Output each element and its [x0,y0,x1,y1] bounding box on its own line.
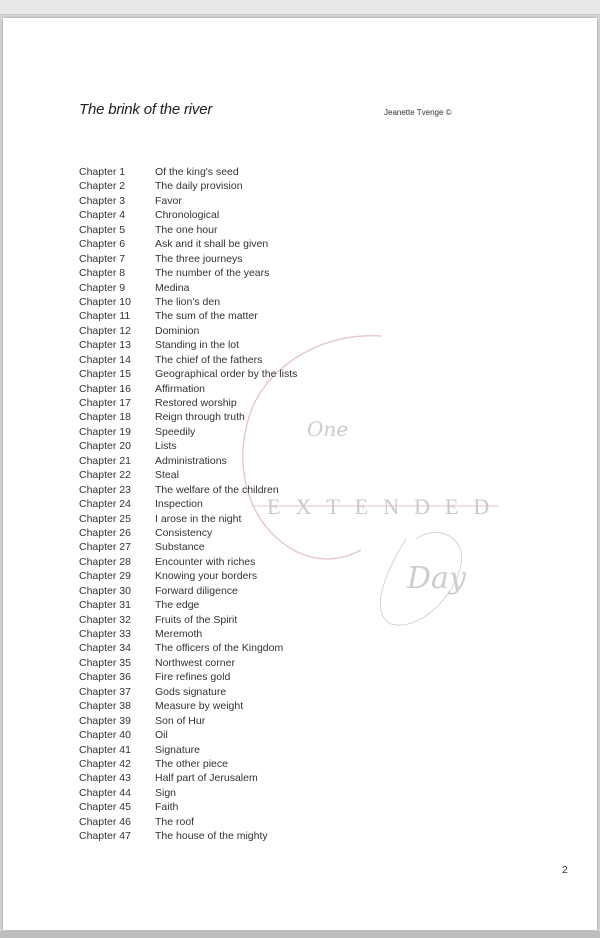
toc-row [79,771,297,785]
chapter-label: Chapter 9 [79,281,126,294]
chapter-label: Chapter 37 [79,685,131,698]
chapter-title: I arose in the night [155,512,242,525]
chapter-label: Chapter 39 [79,714,131,727]
chapter-title: Measure by weight [155,700,244,713]
chapter-label: Chapter 32 [79,613,131,626]
toc-row [79,800,297,814]
viewer-bottom-bar [0,931,600,938]
toc-row [79,555,297,569]
chapter-title: Affirmation [155,382,205,395]
toc-row [79,324,297,338]
chapter-title: Substance [155,541,205,554]
chapter-title: Inspection [155,498,203,511]
toc-row [79,743,297,757]
chapter-title: The daily provision [155,180,243,193]
chapter-title: Steal [155,469,179,482]
chapter-label: Chapter 10 [79,295,131,308]
chapter-label: Chapter 17 [79,397,131,409]
toc-row [79,179,297,193]
chapter-title: Speedily [155,425,196,438]
viewer-top-bar [0,0,600,15]
chapter-title: The number of the years [155,267,270,280]
chapter-title: The house of the mighty [155,830,268,843]
chapter-label: Chapter 14 [79,353,131,366]
toc-row [79,685,297,699]
toc-row [79,439,297,453]
chapter-title: Forward diligence [155,584,238,597]
toc-row [79,266,297,280]
toc-row [79,425,297,439]
toc-row [79,670,297,684]
toc-row [79,396,297,410]
chapter-label: Chapter 28 [79,555,131,568]
chapter-label: Chapter 23 [79,483,131,496]
chapter-label: Chapter 36 [79,671,131,684]
chapter-label: Chapter 30 [79,584,131,597]
document-page [3,18,597,930]
chapter-label: Chapter 4 [79,209,126,222]
chapter-label: Chapter 1 [79,166,126,178]
chapter-label: Chapter 15 [79,368,131,381]
chapter-label: Chapter 13 [79,339,131,352]
page-number: 2 [562,864,568,876]
chapter-title: The welfare of the children [155,483,279,496]
toc-row [79,569,297,583]
chapter-label: Chapter 11 [79,310,131,323]
chapter-title: Fire refines gold [155,671,231,684]
chapter-title: Half part of Jerusalem [155,772,258,785]
author-credit: Jeanette Tvenge © [384,108,452,117]
chapter-title: Son of Hur [155,714,206,727]
chapter-title: Sign [155,786,177,799]
toc-row [79,252,297,266]
toc-row [79,223,297,237]
toc-row [79,281,297,295]
toc-row [79,540,297,554]
chapter-label: Chapter 2 [79,180,126,193]
chapter-label: Chapter 21 [79,454,131,467]
toc-row [79,468,297,482]
toc-row [79,598,297,612]
chapter-label: Chapter 46 [79,815,131,828]
chapter-title: Northwest corner [155,656,235,669]
toc-row [79,526,297,540]
toc-row [79,815,297,829]
toc-row [79,367,297,381]
toc-row [79,512,297,526]
toc-row [79,699,297,713]
chapter-label: Chapter 33 [79,628,131,640]
chapter-title: The one hour [155,223,218,236]
toc-row [79,641,297,655]
toc-row [79,410,297,424]
toc-row [79,483,297,497]
chapter-title: Oil [155,729,168,742]
chapter-label: Chapter 25 [79,512,131,525]
chapter-title: Restored worship [155,397,237,409]
toc-row [79,382,297,396]
chapter-label: Chapter 47 [79,830,131,843]
chapter-title: The edge [155,599,200,612]
chapter-label: Chapter 18 [79,411,131,424]
toc-row [79,353,297,367]
chapter-label: Chapter 8 [79,267,126,280]
chapter-label: Chapter 43 [79,772,131,785]
watermark-extended-text: EXTENDED [267,494,505,519]
toc-row [79,786,297,800]
chapter-label: Chapter 45 [79,801,131,814]
chapter-label: Chapter 27 [79,541,131,554]
toc-row [79,656,297,670]
chapter-label: Chapter 29 [79,570,131,583]
chapter-title: Standing in the lot [155,339,240,352]
chapter-title: Of the king's seed [155,166,239,178]
toc-row [79,237,297,251]
toc-row [79,165,297,179]
chapter-title: The lion's den [155,295,221,308]
chapter-label: Chapter 5 [79,223,126,236]
chapter-label: Chapter 38 [79,700,131,713]
chapter-label: Chapter 24 [79,498,131,511]
chapter-label: Chapter 42 [79,757,131,770]
toc-row [79,309,297,323]
chapter-label: Chapter 35 [79,656,131,669]
chapter-label: Chapter 20 [79,440,131,453]
toc-row [79,728,297,742]
toc-row [79,714,297,728]
watermark-one-text: One [307,417,349,441]
document-title: The brink of the river [79,101,213,118]
toc-row [79,208,297,222]
chapter-title: Medina [155,281,190,294]
toc-row [79,338,297,352]
toc-row [79,829,297,843]
toc-row [79,194,297,208]
chapter-title: Consistency [155,526,213,539]
chapter-title: Gods signature [155,685,227,698]
watermark-day-text: Day [407,561,466,596]
chapter-label: Chapter 16 [79,382,131,395]
toc-row [79,627,297,641]
chapter-label: Chapter 44 [79,786,131,799]
toc-row [79,584,297,598]
toc-row [79,613,297,627]
chapter-label: Chapter 22 [79,469,131,482]
chapter-title: Geographical order by the lists [155,368,298,381]
chapter-label: Chapter 31 [79,599,131,612]
chapter-title: Lists [155,440,177,453]
chapter-title: The roof [155,815,195,828]
chapter-title: Meremoth [155,628,203,640]
chapter-label: Chapter 26 [79,526,131,539]
chapter-title: Signature [155,743,200,756]
chapter-label: Chapter 3 [79,194,126,207]
chapter-title: The three journeys [155,252,243,265]
toc-row [79,497,297,511]
chapter-title: The officers of the Kingdom [155,642,284,655]
chapter-title: Dominion [155,324,200,337]
chapter-title: Fruits of the Spirit [155,613,238,626]
chapter-label: Chapter 19 [79,425,131,438]
toc-row [79,757,297,771]
chapter-title: The sum of the matter [155,310,258,323]
chapter-label: Chapter 40 [79,729,131,742]
chapter-title: Faith [155,801,179,814]
chapter-title: Knowing your borders [155,570,258,583]
chapter-title: The other piece [155,757,228,770]
chapter-label: Chapter 12 [79,324,131,337]
chapter-label: Chapter 41 [79,743,131,756]
chapter-title: Ask and it shall be given [155,238,269,251]
table-of-contents [79,165,297,844]
chapter-title: Favor [155,194,182,207]
watermark-day-stroke [380,532,461,625]
toc-row [79,295,297,309]
chapter-title: Chronological [155,209,220,222]
chapter-title: Reign through truth [155,411,245,424]
toc-row [79,454,297,468]
chapter-title: Administrations [155,454,227,467]
chapter-label: Chapter 34 [79,642,131,655]
chapter-title: Encounter with riches [155,555,256,568]
chapter-title: The chief of the fathers [155,353,263,366]
chapter-label: Chapter 6 [79,238,126,251]
chapter-label: Chapter 7 [79,252,126,265]
